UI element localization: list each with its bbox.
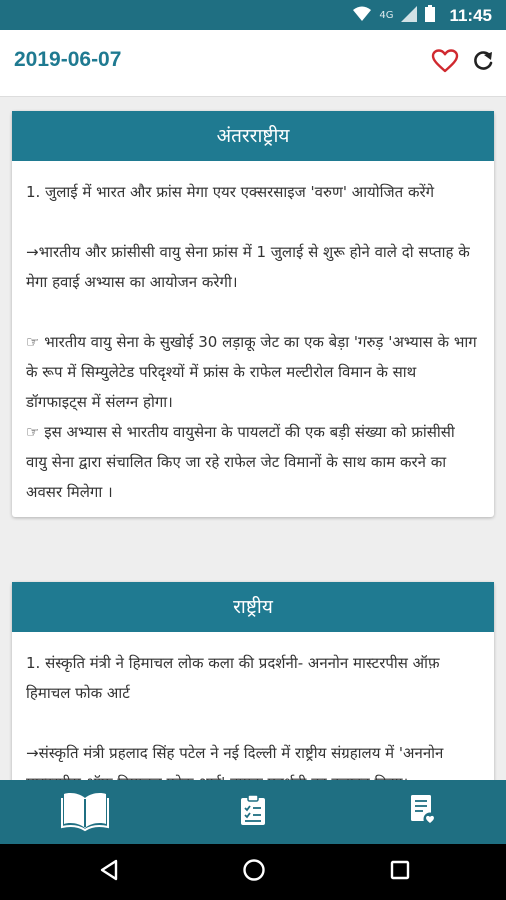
system-navigation-bar	[0, 844, 506, 900]
document-favorite-icon	[409, 794, 437, 830]
news-paragraph: →संस्कृति मंत्री प्रहलाद सिंह पटेल ने नई दिल्ली में राष्ट्रीय संग्रहालय में 'अननोन	[26, 744, 444, 762]
status-icons	[353, 5, 492, 26]
nav-read-button[interactable]	[58, 792, 112, 832]
recents-button[interactable]	[386, 858, 414, 886]
page-title: 2019-06-07	[14, 48, 122, 71]
heart-icon	[432, 49, 458, 77]
clipboard-checklist-icon	[240, 794, 266, 830]
news-paragraph: →भारतीय और फ्रांसीसी वायु सेना फ्रांस में 1 जुलाई से शुरू होने वाले दो सप्ताह के मेगा हवाई अभ्यास का आयोजन करेगी।	[26, 243, 470, 291]
bottom-navigation	[0, 780, 506, 844]
wifi-icon	[353, 6, 371, 26]
news-paragraph: ☞ भारतीय वायु सेना के सुखोई 30 लड़ाकू जेट का एक बेड़ा 'गरुड़ 'अभ्यास के भाग के रूप में सिम्युलेटेड परिदृश्यों में फ्रांस के राफेल मल्टीरोल विमान के साथ डॉगफाइट्स में संलग्न होगा।	[26, 333, 477, 411]
news-paragraph: 1. संस्कृति मंत्री ने हिमाचल लोक कला की प्रदर्शनी- अननोन मास्टरपीस ऑफ़ हिमाचल फोक आर्ट	[26, 654, 440, 702]
recents-icon	[388, 858, 412, 886]
back-button[interactable]	[96, 858, 124, 886]
news-card-international	[12, 111, 494, 517]
status-bar	[0, 0, 506, 30]
signal-icon	[401, 6, 417, 26]
back-icon	[98, 858, 122, 886]
refresh-button[interactable]	[468, 48, 498, 78]
home-button[interactable]	[240, 858, 268, 886]
nav-saved-button[interactable]	[406, 792, 440, 832]
news-card-national	[12, 582, 494, 808]
card-header: राष्ट्रीय	[12, 582, 494, 632]
network-type: 4G	[379, 10, 394, 21]
open-book-icon	[61, 790, 109, 834]
news-paragraph: 1. जुलाई में भारत और फ्रांस मेगा एयर एक्सरसाइज 'वरुण' आयोजित करेंगे	[26, 183, 435, 201]
app-bar	[0, 30, 506, 97]
card-body	[12, 161, 494, 517]
battery-icon	[425, 5, 435, 26]
news-paragraph: ☞ इस अभ्यास से भारतीय वायुसेना के पायलटों की एक बड़ी संख्या को फ्रांसीसी वायु सेना द्वारा संचालित किए जा रहे राफेल जेट विमानों के साथ काम करने का अवसर मिलेगा ।	[26, 423, 455, 501]
card-header: अंतरराष्ट्रीय	[12, 111, 494, 161]
favorite-button[interactable]	[430, 48, 460, 78]
status-time: 11:45	[449, 5, 492, 25]
nav-quiz-button[interactable]	[236, 792, 270, 832]
home-icon	[242, 858, 266, 886]
news-feed[interactable]	[0, 97, 506, 780]
refresh-icon	[471, 49, 495, 77]
